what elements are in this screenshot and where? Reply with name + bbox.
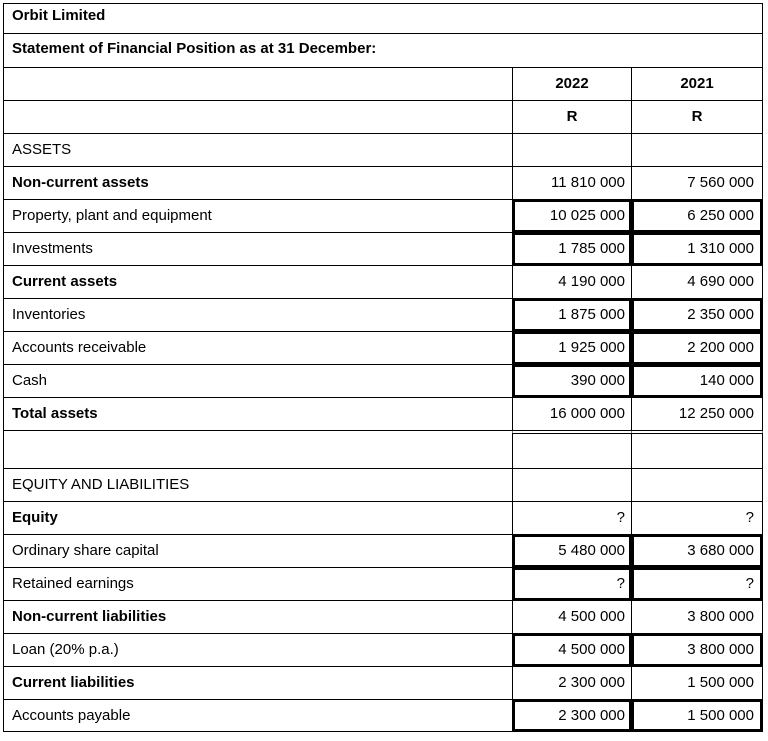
value-2022: 16 000 000 bbox=[512, 397, 631, 430]
row-label: Equity bbox=[3, 501, 512, 534]
value-2022: 11 810 000 bbox=[512, 166, 631, 199]
value-2022: 4 500 000 bbox=[512, 600, 631, 633]
value-2021: 1 500 000 bbox=[631, 699, 763, 732]
table-row bbox=[3, 397, 763, 430]
value-2022: 2 300 000 bbox=[512, 699, 631, 732]
currency-2021: R bbox=[631, 100, 763, 133]
row-label: Current liabilities bbox=[3, 666, 512, 699]
row-label: Property, plant and equipment bbox=[3, 199, 512, 232]
table-row bbox=[3, 567, 763, 600]
value-2021: 1 500 000 bbox=[631, 666, 763, 699]
value-2021: ? bbox=[631, 501, 763, 534]
statement-title: Statement of Financial Position as at 31 December: bbox=[3, 33, 763, 67]
row-label: Accounts receivable bbox=[3, 331, 512, 364]
row-label: Non-current assets bbox=[3, 166, 512, 199]
table-row bbox=[3, 331, 763, 364]
section-equity-liabilities-heading: EQUITY AND LIABILITIES bbox=[3, 468, 512, 501]
currency-header-row bbox=[3, 100, 763, 133]
table-row bbox=[3, 600, 763, 633]
table-row bbox=[3, 232, 763, 265]
row-label: Ordinary share capital bbox=[3, 534, 512, 567]
table-row bbox=[3, 166, 763, 199]
spacer-row bbox=[3, 430, 763, 468]
section-assets-heading: ASSETS bbox=[3, 133, 512, 166]
table-row bbox=[3, 364, 763, 397]
value-2021: ? bbox=[631, 567, 763, 600]
value-2022: 10 025 000 bbox=[512, 199, 631, 232]
value-2022: 1 925 000 bbox=[512, 331, 631, 364]
row-label: Investments bbox=[3, 232, 512, 265]
section-equity-liabilities-row bbox=[3, 468, 763, 501]
double-underline-2021 bbox=[631, 430, 763, 468]
double-underline-2022 bbox=[512, 430, 631, 468]
currency-2022: R bbox=[512, 100, 631, 133]
value-2022: ? bbox=[512, 567, 631, 600]
value-2022: 4 500 000 bbox=[512, 633, 631, 666]
value-2021: 3 800 000 bbox=[631, 633, 763, 666]
row-label: Total assets bbox=[3, 397, 512, 430]
table-row bbox=[3, 265, 763, 298]
value-2022: ? bbox=[512, 501, 631, 534]
table-row bbox=[3, 666, 763, 699]
value-2021: 3 800 000 bbox=[631, 600, 763, 633]
value-2021: 3 680 000 bbox=[631, 534, 763, 567]
row-label: Current assets bbox=[3, 265, 512, 298]
value-2021: 12 250 000 bbox=[631, 397, 763, 430]
financial-position-table bbox=[3, 3, 763, 732]
value-2022: 390 000 bbox=[512, 364, 631, 397]
table-row bbox=[3, 633, 763, 666]
value-2022: 1 785 000 bbox=[512, 232, 631, 265]
table-row bbox=[3, 534, 763, 567]
table-row bbox=[3, 199, 763, 232]
year-2022-header: 2022 bbox=[512, 67, 631, 100]
year-header-row bbox=[3, 67, 763, 100]
table-row bbox=[3, 699, 763, 732]
row-label: Non-current liabilities bbox=[3, 600, 512, 633]
section-assets-row bbox=[3, 133, 763, 166]
value-2022: 1 875 000 bbox=[512, 298, 631, 331]
value-2021: 7 560 000 bbox=[631, 166, 763, 199]
value-2022: 5 480 000 bbox=[512, 534, 631, 567]
value-2021: 4 690 000 bbox=[631, 265, 763, 298]
row-label: Inventories bbox=[3, 298, 512, 331]
value-2021: 1 310 000 bbox=[631, 232, 763, 265]
table-row bbox=[3, 298, 763, 331]
value-2021: 2 350 000 bbox=[631, 298, 763, 331]
table-row bbox=[3, 501, 763, 534]
row-label: Loan (20% p.a.) bbox=[3, 633, 512, 666]
row-label: Accounts payable bbox=[3, 699, 512, 732]
value-2022: 2 300 000 bbox=[512, 666, 631, 699]
value-2021: 6 250 000 bbox=[631, 199, 763, 232]
value-2022: 4 190 000 bbox=[512, 265, 631, 298]
value-2021: 2 200 000 bbox=[631, 331, 763, 364]
year-2021-header: 2021 bbox=[631, 67, 763, 100]
row-label: Cash bbox=[3, 364, 512, 397]
row-label: Retained earnings bbox=[3, 567, 512, 600]
company-name: Orbit Limited bbox=[3, 3, 763, 33]
value-2021: 140 000 bbox=[631, 364, 763, 397]
